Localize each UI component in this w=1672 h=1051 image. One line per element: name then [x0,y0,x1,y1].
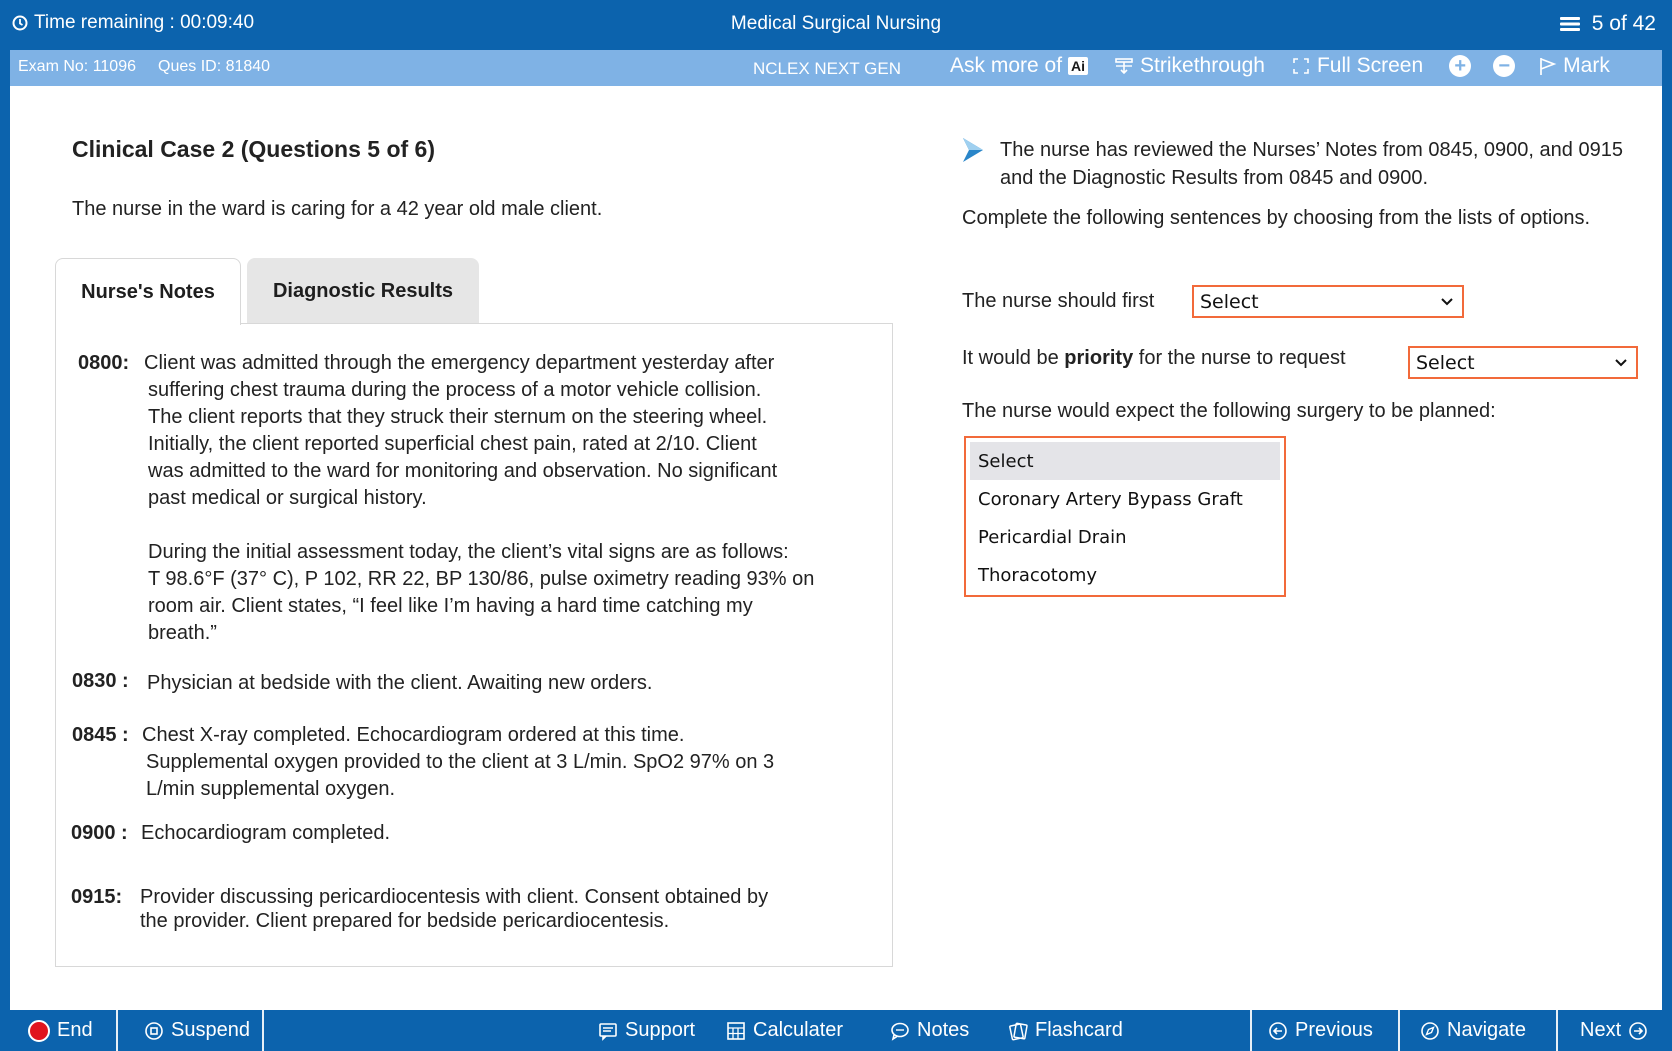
end-button[interactable] [28,1010,93,1051]
toolbar-tools [950,54,1636,78]
note-0900 [71,820,871,850]
calculator-label: Calculater [753,1019,844,1041]
notes-label: Notes [917,1019,970,1041]
sentence-1: The nurse should first [962,290,1155,312]
divider [1398,1010,1400,1051]
previous-label: Previous [1295,1019,1373,1041]
notes-panel [55,323,893,967]
note-line: The client reports that they struck their sternum on the steering wheel. [148,406,768,428]
previous-button[interactable] [1268,1010,1373,1051]
sentence-2 [962,347,1346,370]
strikethrough-icon [1114,56,1134,76]
note-line: Provider discussing pericardiocentesis with client. Consent obtained by [140,886,769,908]
surgery-option[interactable]: Select [970,442,1280,480]
stack-icon [1558,15,1582,33]
exam-number: Exam No: 11096 [18,58,136,75]
next-label: Next [1580,1019,1622,1041]
speech-bubble-icon [890,1021,910,1041]
mark-button[interactable] [1537,54,1610,78]
note-line: the provider. Client prepared for bedside pericardiocentesis. [140,910,670,932]
note-line: T 98.6°F (37° C), P 102, RR 22, BP 130/86, pulse oximetry reading 93% on [148,568,815,590]
select-first-action-value: Select [1200,290,1259,313]
zoom-out-icon[interactable]: − [1493,55,1515,77]
compass-icon [1420,1021,1440,1041]
select-first-action[interactable] [1192,285,1464,318]
note-time: 0800: [78,352,130,374]
suspend-label: Suspend [171,1019,250,1041]
select-priority-request-value: Select [1416,351,1475,374]
question-instruction: Complete the following sentences by choosing from the lists of options. [962,207,1591,229]
flashcard-icon [1008,1021,1028,1041]
ask-ai-label: Ask more of [950,54,1063,77]
full-screen-label: Full Screen [1316,54,1424,77]
note-line: Chest X-ray completed. Echocardiogram ordered at this time. [142,724,685,746]
mark-label: Mark [1563,54,1610,77]
note-time: 0845 : [72,724,129,746]
question-id: Ques ID: 81840 [158,58,271,75]
flashcard-label: Flashcard [1035,1019,1123,1041]
divider [262,1010,264,1051]
full-screen-button[interactable] [1291,54,1423,78]
note-line: During the initial assessment today, the client’s vital signs are as follows: [148,541,789,563]
note-line: suffering chest trauma during the process of a motor vehicle collision. [148,379,762,401]
category-label: NCLEX NEXT GEN [753,59,902,78]
divider [1556,1010,1558,1051]
question-counter [1558,12,1656,36]
note-line: breath.” [148,622,217,644]
notes-button[interactable] [890,1010,969,1051]
ai-badge-icon: Ai [1068,57,1088,75]
navigate-button[interactable] [1420,1010,1526,1051]
expand-icon [1291,56,1311,76]
surgery-option[interactable]: Coronary Artery Bypass Graft [978,488,1243,510]
support-button[interactable] [598,1010,695,1051]
note-0800 [78,350,878,644]
flashcard-button[interactable] [1008,1010,1123,1051]
note-line: L/min supplemental oxygen. [146,778,396,800]
flag-icon [1537,56,1557,76]
zoom-in-icon[interactable]: + [1449,55,1471,77]
strikethrough-button[interactable] [1114,54,1265,78]
note-time: 0915: [71,886,123,908]
exam-info [18,58,270,76]
note-line: Physician at bedside with the client. Awaiting new orders. [147,672,653,694]
sentence-2-post: for the nurse to request [1133,347,1346,369]
tab-nurses-notes[interactable]: Nurse's Notes [55,258,241,325]
note-line: Client was admitted through the emergency department yesterday after [144,352,775,374]
select-priority-request[interactable] [1408,346,1638,379]
timer-label: Time remaining : 00:09:40 [34,12,255,33]
note-line: Supplemental oxygen provided to the client at 3 L/min. SpO2 97% on 3 [146,751,775,773]
stop-icon [28,1020,50,1042]
support-label: Support [625,1019,696,1041]
navigate-label: Navigate [1447,1019,1526,1041]
bottom-bar [0,1010,1672,1051]
sentence-3: The nurse would expect the following surgery to be planned: [962,400,1496,422]
question-counter-label: 5 of 42 [1591,12,1656,35]
sentence-2-bold: priority [1064,347,1134,369]
top-bar [0,0,1672,50]
note-time: 0830 : [72,670,129,692]
note-line: was admitted to the ward for monitoring and observation. No significant [148,460,778,482]
surgery-option[interactable]: Thoracotomy [978,564,1098,586]
note-line: room air. Client states, “I feel like I’m having a hard time catching my [148,595,753,617]
chevron-down-icon [1440,297,1454,307]
suspend-button[interactable] [144,1010,250,1051]
pause-icon [144,1021,164,1041]
case-intro: The nurse in the ward is caring for a 42 year old male client. [72,198,603,220]
sub-toolbar [10,50,1662,86]
question-stem: The nurse has reviewed the Nurses’ Notes from 0845, 0900, and 0915 and the Diagnostic Results from 0845 and 0900. [1000,139,1623,189]
note-0845 [72,722,872,806]
strikethrough-label: Strikethrough [1140,54,1265,77]
calculator-button[interactable] [726,1010,843,1051]
arrow-left-circle-icon [1268,1021,1288,1041]
chevron-down-icon [1614,358,1628,368]
divider [1250,1010,1252,1051]
surgery-option[interactable]: Pericardial Drain [978,526,1127,548]
ask-ai-button[interactable] [950,54,1088,78]
note-time: 0900 : [71,822,128,844]
question-pointer-icon [962,136,984,164]
tab-diagnostic-results[interactable]: Diagnostic Results [247,258,479,324]
chat-support-icon [598,1021,618,1041]
divider [116,1010,118,1051]
note-line: past medical or surgical history. [148,487,427,509]
case-title: Clinical Case 2 (Questions 5 of 6) [72,136,435,162]
note-0915 [71,884,881,940]
sentence-2-pre: It would be [962,347,1065,369]
note-line: Initially, the client reported superficial chest pain, rated at 2/10. Client [148,433,757,455]
calculator-icon [726,1021,746,1041]
app-title: Medical Surgical Nursing [730,13,942,34]
note-0830 [72,668,872,698]
end-label: End [57,1019,93,1041]
note-line: Echocardiogram completed. [141,822,391,844]
surgery-options-list[interactable] [964,436,1286,597]
arrow-right-circle-icon [1628,1021,1648,1041]
next-button[interactable] [1580,1010,1648,1051]
